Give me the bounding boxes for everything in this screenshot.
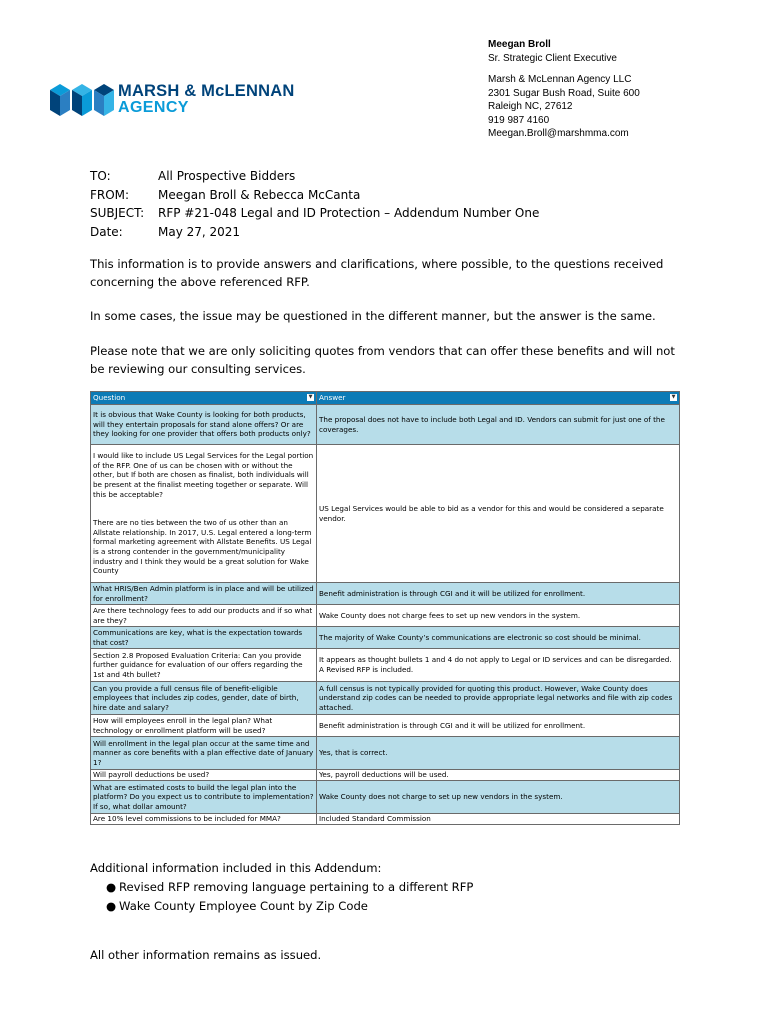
answer-cell: Included Standard Commission [317,814,680,825]
table-row [91,445,680,583]
sender-title: Sr. Strategic Client Executive [488,52,617,64]
memo-to-label: TO: [90,169,111,183]
sender-phone: 919 987 4160 [488,114,550,126]
table-row [91,649,680,682]
answer-cell: Wake County does not charge to set up new vendors in the system. [317,781,680,814]
question-cell: Are there technology fees to add our products and if so what are they? [91,605,317,627]
question-cell [91,445,317,583]
logo-mark-icon [50,82,116,118]
filter-dropdown-icon[interactable]: ▼ [671,394,676,400]
answer-header-label: Answer [319,393,346,403]
table-row [91,715,680,737]
closing-statement: All other information remains as issued. [90,948,322,962]
memo-subject-row [90,204,539,223]
memo-to-row [90,167,539,186]
qa-table-header [91,392,680,405]
logo-name: MARSH & McLENNAN [118,82,295,100]
answer-cell: A full census is not typically provided for quoting this product. However, Wake County does understand zip codes can be needed to provide appropriate legal networks and file with zip codes attached. [317,682,680,715]
answer-column-header[interactable] [317,392,680,405]
sender-address-line2: Raleigh NC, 27612 [488,101,573,112]
table-row [91,737,680,770]
answer-cell: The majority of Wake County’s communications are electronic so cost should be minimal. [317,627,680,649]
answer-cell: US Legal Services would be able to bid as a vendor for this and would be considered a separate vendor. [317,445,680,583]
logo-subtitle: AGENCY [118,99,189,116]
question-cell: What are estimated costs to build the legal plan into the platform? Do you expect us to contribute to implementation? If so, what dollar amount? [91,781,317,814]
scope-paragraph: Please note that we are only soliciting quotes from vendors that can offer these benefits and will not be reviewing our consulting services. [90,344,675,376]
sender-name: Meegan Broll [488,39,551,50]
sender-block [488,38,640,141]
additional-info-intro: Additional information included in this Addendum: [90,861,382,875]
memo-subject-label: SUBJECT: [90,206,145,220]
memo-header [90,167,539,241]
list-item-text: Wake County Employee Count by Zip Code [119,899,368,913]
question-header-label: Question [93,393,126,403]
table-row [91,583,680,605]
memo-date-row [90,223,539,242]
table-row [91,627,680,649]
question-cell: Communications are key, what is the expectation towards that cost? [91,627,317,649]
question-cell: What HRIS/Ben Admin platform is in place and will be utilized for enrollment? [91,583,317,605]
question-part-2: There are no ties between the two of us other than an Allstate relationship. In 2017, U.S. Legal entered a long-term formal marketing agreement with Allstate Benefits. US Legal is a strong contender in the government/municipality industry and I think they would be a great solution for Wake County [93,518,312,576]
table-row [91,814,680,825]
list-item [106,878,474,897]
table-row [91,605,680,627]
additional-info [90,859,473,916]
list-item [106,897,473,916]
additional-info-list [90,878,473,916]
answer-cell: The proposal does not have to include both Legal and ID. Vendors can submit for just one of the coverages. [317,405,680,445]
memo-from-label: FROM: [90,187,130,202]
filter-dropdown-icon[interactable]: ▼ [308,394,313,400]
table-row [91,405,680,445]
sender-email[interactable]: Meegan.Broll@marshmma.com [488,128,629,139]
sender-company: Marsh & McLennan Agency LLC [488,74,632,85]
memo-from-value: Meegan Broll & Rebecca McCanta [158,187,361,202]
answer-cell: It appears as thought bullets 1 and 4 do not apply to Legal or ID services and can be disregarded. A Revised RFP is included. [317,649,680,682]
memo-to-value: All Prospective Bidders [158,169,296,183]
question-cell: Will enrollment in the legal plan occur at the same time and manner as core benefits with a plan effective date of January 1? [91,737,317,770]
question-part-1: I would like to include US Legal Services for the Legal portion of the RFP. One of us can be chosen with or without the other, but If both are chosen as finalist, both individuals will be present at the finalist meeting together or separate. Will this be acceptable? [93,451,314,499]
question-cell: Are 10% level commissions to be included for MMA? [91,814,317,825]
memo-date-value: May 27, 2021 [158,224,241,239]
table-row [91,770,680,781]
question-cell: It is obvious that Wake County is looking for both products, will they entertain proposals for stand alone offers? Or are they looking for one provider that offers both products only? [91,405,317,445]
question-cell: Can you provide a full census file of benefit-eligible employees that includes zip codes, gender, date of birth, hire date and salary? [91,682,317,715]
company-logo [50,80,295,120]
sender-address-line1: 2301 Sugar Bush Road, Suite 600 [488,87,640,99]
memo-date-label: Date: [90,224,123,239]
note-paragraph: In some cases, the issue may be questioned in the different manner, but the answer is the same. [90,309,656,323]
intro-paragraph: This information is to provide answers and clarifications, where possible, to the questions received concerning the above referenced RFP. [90,257,664,289]
answer-cell: Wake County does not charge fees to set up new vendors in the system. [317,605,680,627]
list-item-text: Revised RFP removing language pertaining to a different RFP [119,880,474,894]
answer-cell: Benefit administration is through CGI and it will be utilized for enrollment. [317,715,680,737]
qa-table [90,391,680,825]
question-column-header[interactable] [91,392,317,405]
table-row [91,781,680,814]
question-cell: Section 2.8 Proposed Evaluation Criteria: Can you provide further guidance for evaluation of our offers regarding the 1st and 4th bullet? [91,649,317,682]
table-row [91,682,680,715]
memo-subject-value: RFP #21-048 Legal and ID Protection – Addendum Number One [158,206,540,220]
answer-cell: Yes, that is correct. [317,737,680,770]
question-cell: How will employees enroll in the legal plan? What technology or enrollment platform will be used? [91,715,317,737]
answer-cell: Yes, payroll deductions will be used. [317,770,680,781]
bullet-icon: ● [106,880,117,894]
question-cell: Will payroll deductions be used? [91,770,317,781]
memo-from-row [90,186,539,205]
answer-cell: Benefit administration is through CGI and it will be utilized for enrollment. [317,583,680,605]
bullet-icon: ● [106,899,117,913]
